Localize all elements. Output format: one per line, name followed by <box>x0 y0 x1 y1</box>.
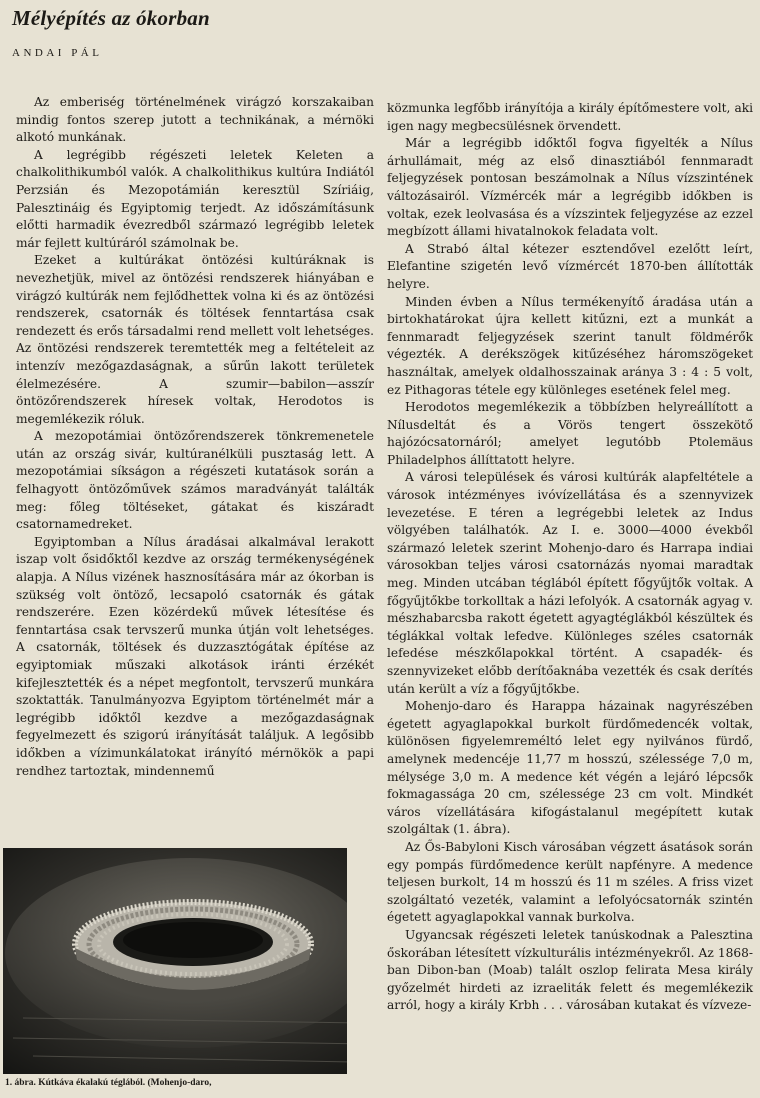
left-paragraph-5: Egyiptomban a Nílus áradásai alkalmával lerakott iszap volt ősidőktől kezdve az ország termékenységének alapja. A Nílus vizének hasznosítására már az ókorban is szükség volt öntöző, lecsapoló csatornák és gátak rendszerére. Ezen közérdekű művek létesítése és fenntartása csak tervszerű munka útján volt lehetséges. A csatornák, töltések és duzzasztógátak építése az egyiptomiak műszaki alkotások iránti érzékét kifejlesztették és a népet megfontolt, tervszerű munkára szoktatták. Tanulmányozva Egyiptom történelmét már a legrégibb időktől kezdve a mezőgazdaságnak fegyelmezett és szigorú irányítását találjuk. A legősibb időkben a vízimunkálatokat irányító mérnökök a papi rendhez tartoztak, mindennemű <box>16 534 374 778</box>
right-paragraph-3: A Strabó által kétezer esztendővel ezelőtt leírt, Elefantine szigetén levő vízmércét 1870-ben állították helyre. <box>387 241 753 291</box>
left-paragraph-2: A legrégibb régészeti leletek Keleten a chalkolithikumból valók. A chalkolithikus kultúra Indiától Perzsián és Mezopotámián keresztül Szíriáig, Palesztináig és Egyiptomig terjedt. Az időszámításunk előtti harmadik évezredből származó legrégibb leletek már fejlett kultúráról számolnak be. <box>16 147 374 250</box>
right-paragraph-4: Minden évben a Nílus termékenyítő áradása után a birtokhatárokat újra kellett kitűzni, ezt a munkát a fennmaradt feljegyzések szerint tanult földmérők végezték. A derékszögek kitűzéséhez háromszögeket használtak, amelyek oldalhosszainak aránya 3 : 4 : 5 volt, ez Pithagoras tétele egy különleges esetének felel meg. <box>387 294 753 397</box>
well-photo-image <box>3 848 377 1074</box>
left-paragraph-1: Az emberiség történelmének virágzó korszakaiban mindig fontos szerep jutott a technikának, a mérnöki alkotó munkának. <box>16 95 374 145</box>
right-paragraph-5: Herodotos megemlékezik a többízben helyreállított a Nílusdeltát és a Vörös tengert összekötő hajózócsatornáról; amelyet legutóbb Ptolemäus Philadelphos állíttatott helyre. <box>387 400 753 467</box>
right-paragraph-9: Ugyancsak régészeti leletek tanúskodnak a Palesztina őskorában létesített vízkulturális intézményekről. Az 1868-ban Dibon-ban (Moab) talált oszlop felirata Mesa király győzelmét hirdeti az izraeliták felett és megemlékezik arról, hogy a király Krbh . . . városában kutakat és vízveze- <box>387 927 753 1013</box>
left-paragraph-3: Ezeket a kultúrákat öntözési kultúráknak is nevezhetjük, mivel az öntözési rendszerek hiányában e virágzó kultúrák nem fejlődhettek volna ki és az öntözési rendszerek, csatornák és töltések fenntartása csak rendezett és erős társadalmi rend mellett volt lehetséges. Az öntözési rendszerek teremtették meg a feltételeit az intenzív mezőgazdaságnak, a sűrűn lakott területek élelmezésére. A szumir—babilon—asszír öntözőrendszerek híresek voltak, Herodotos is megemlékezik róluk. <box>16 253 374 426</box>
right-paragraph-8: Az Ős-Babyloni Kisch városában végzett ásatások során egy pompás fürdőmedence került napfényre. A medence teljesen burkolt, 14 m hosszú és 11 m széles. A friss vizet szolgáltató vezeték, valamint a lefolyócsatornák szintén égetett agyaglapokkal vannak burkolva. <box>387 839 753 925</box>
right-paragraph-2: Már a legrégibb időktől fogva figyelték a Nílus árhullámait, még az első dinasztiából fennmaradt feljegyzések pontosan beszámolnak a Nílus vízszintének változásairól. Vízmércék már a legrégibb időkben is voltak, ezek leolvasása és a vízszintek feljegyzése az ezzel megbízott állami hivatalnokok feladata volt. <box>387 136 753 239</box>
right-paragraph-1: közmunka legfőbb irányítója a király építőmestere volt, aki igen nagy megbecsülésnek örvendett. <box>387 101 753 133</box>
left-paragraph-4: A mezopotámiai öntözőrendszerek tönkremenetele után az ország sivár, kultúranélküli pusztaság lett. A mezopotámiai síkságon a régészeti kutatások során a felhagyott öntözőművek számos maradványát találták meg: főleg töltéseket, gátakat és kiszáradt csatornamedreket. <box>16 429 374 532</box>
left-column <box>16 94 374 780</box>
right-column <box>387 100 753 1015</box>
article-title: Mélyépítés az ókorban <box>12 6 210 30</box>
figure-caption: 1. ábra. Kútkáva ékalakú téglából. (Mohenjo-daro, <box>5 1078 212 1088</box>
right-paragraph-7: Mohenjo-daro és Harappa házainak nagyrészében égetett agyaglapokkal burkolt fürdőmedencék voltak, különösen figyelemreméltó lelet egy nyilvános fürdő, amelynek medencéje 11,77 m hosszú, szélessége 7,0 m, mélysége 3,0 m. A medence két végén a lejáró lépcsők fokmagassága 20 cm, szélessége 23 cm volt. Mindkét város vízellátására kifogástalanul megépített kutak szolgáltak (1. ábra). <box>387 699 753 837</box>
article-author: ANDAI PÁL <box>12 47 103 59</box>
well-photo <box>3 848 377 1074</box>
right-paragraph-6: A városi települések és városi kultúrák alapfeltétele a városok intézményes ivóvízellátása és a szennyvizek levezetése. E téren a legrégebbi leletek az Indus völgyében találhatók. Az I. e. 3000—4000 évekből származó leletek szerint Mohenjo-daro és Harrapa indiai városokban teljes városi csatornázás nyomai maradtak meg. Minden utcában téglából épített főgyűjtők voltak. A főgyűjtőkbe torkolltak a házi lefolyók. A csatornák agyag v. mészhabarcsba rakott égetett agyagtéglákból készültek és téglákkal voltak lefedve. Különleges széles csatornák lefedése mészkőlapokkal történt. A csapadék- és szennyvizeket előbb derítőaknába vezették és csak derítés után került a víz a főgyűjtőkbe. <box>387 470 753 696</box>
